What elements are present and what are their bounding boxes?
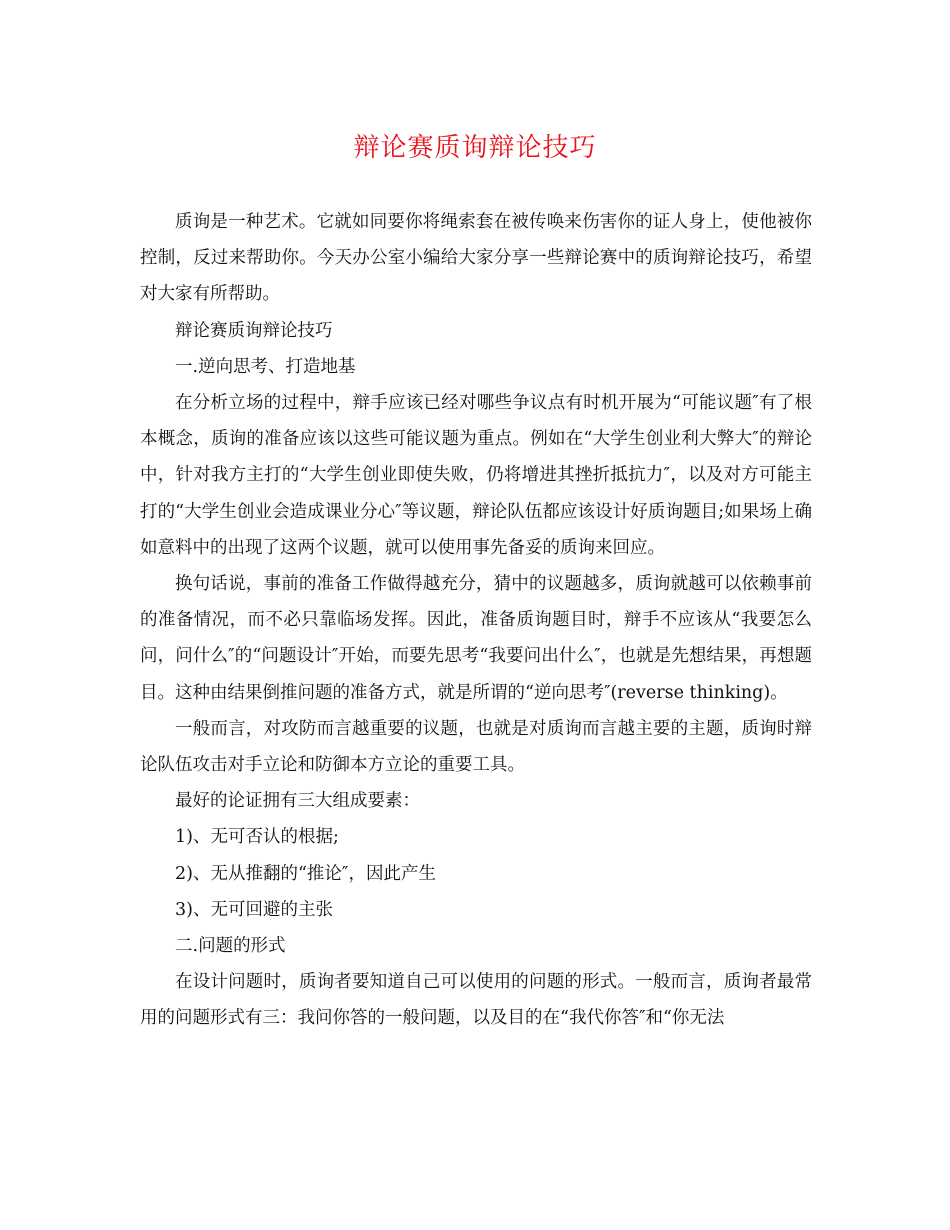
list-item: 3)、无可回避的主张 (175, 899, 333, 920)
list-item: 2)、无从推翻的“推论″，因此产生 (175, 863, 436, 884)
paragraph: 换句话说，事前的准备工作做得越充分，猜中的议题越多，质询就越可以依赖事前的准备情况，而不必只靠临场发挥。因此，准备质询题目时，辩手不应该从“我要怎么问，问什么″的“问题设计″开始，而要先思考“我要问出什么″，也就是先想结果，再想题目。这种由结果倒推问题的准备方式，就是所谓的“逆向思考″(reverse thinking)。 (140, 574, 812, 703)
paragraph: 一般而言，对攻防而言越重要的议题，也就是对质询而言越主要的主题，质询时辩论队伍攻击对手立论和防御本方立论的重要工具。 (140, 718, 812, 776)
document-body (140, 204, 812, 1037)
paragraph-subtitle: 辩论赛质询辩论技巧 (175, 320, 333, 341)
paragraph-intro: 质询是一种艺术。它就如同要你将绳索套在被传唤来伤害你的证人身上，使他被你控制，反过来帮助你。今天办公室小编给大家分享一些辩论赛中的质询辩论技巧，希望对大家有所帮助。 (140, 212, 812, 305)
paragraph: 在分析立场的过程中，辩手应该已经对哪些争议点有时机开展为“可能议题″有了根本概念，质询的准备应该以这些可能议题为重点。例如在“大学生创业利大弊大″的辩论中，针对我方主打的“大学生创业即使失败，仍将增进其挫折抵抗力″，以及对方可能主打的“大学生创业会造成课业分心″等议题，辩论队伍都应该设计好质询题目;如果场上确如意料中的出现了这两个议题，就可以使用事先备妥的质询来回应。 (140, 393, 812, 558)
section-heading-2: 二.问题的形式 (175, 936, 286, 957)
paragraph: 最好的论证拥有三大组成要素： (175, 791, 420, 812)
paragraph: 在设计问题时，质询者要知道自己可以使用的问题的形式。一般而言，质询者最常用的问题形式有三：我问你答的一般问题，以及目的在“我代你答″和“你无法 (140, 972, 812, 1029)
list-item: 1)、无可否认的根据; (175, 827, 339, 848)
section-heading-1: 一.逆向思考、打造地基 (175, 356, 356, 377)
document-title: 辩论赛质询辩论技巧 (353, 133, 597, 163)
